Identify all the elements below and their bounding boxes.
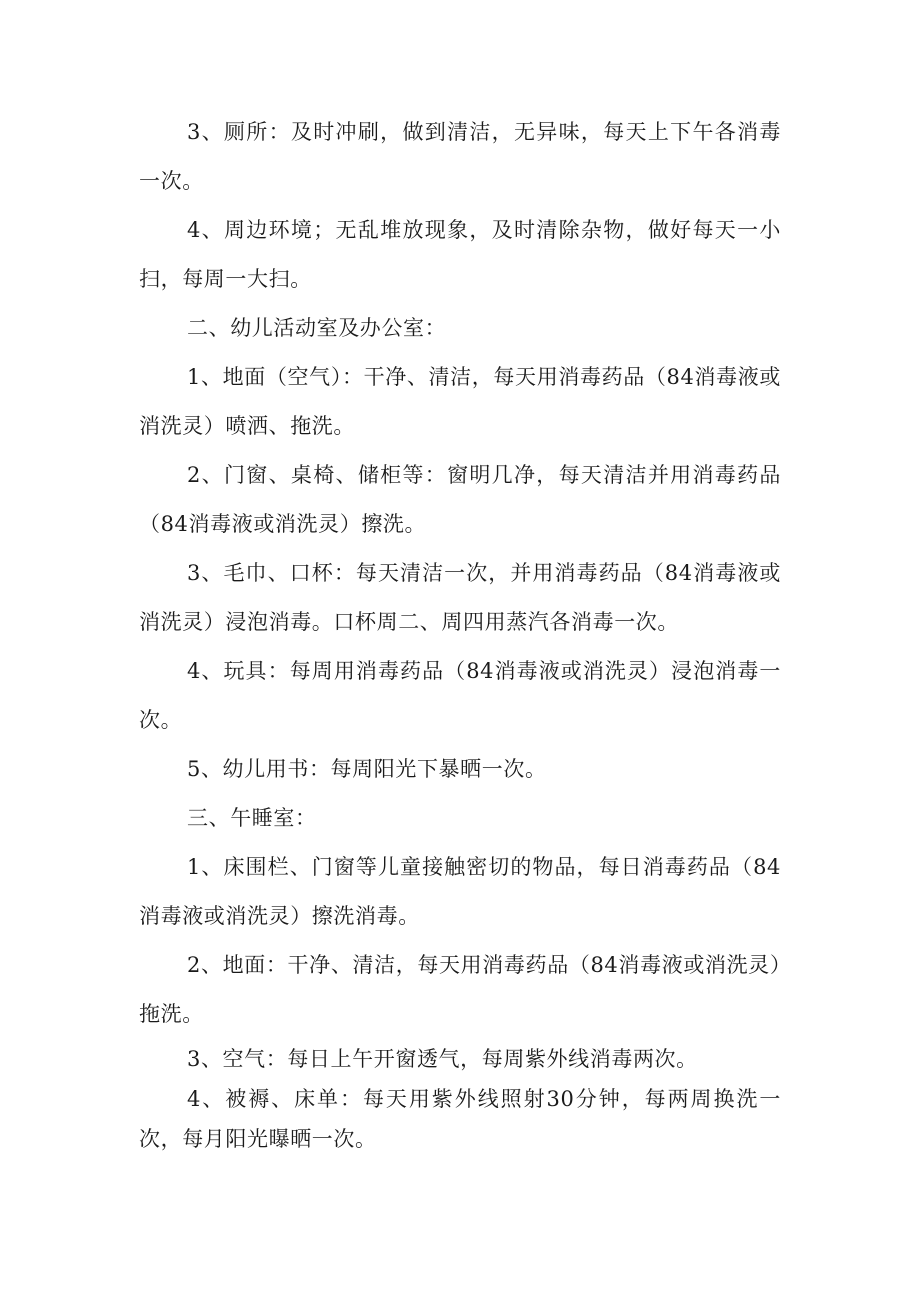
paragraph-children-books: 5、幼儿用书：每周阳光下暴晒一次。 bbox=[187, 757, 547, 781]
paragraph-floor-air: 1、地面（空气）：干净、清洁，每天用消毒药品（84消毒液或消洗灵）喷洒、拖洗。 bbox=[139, 365, 781, 438]
section-heading-nap-room: 三、午睡室： bbox=[187, 806, 317, 830]
paragraph-nap-air: 3、空气：每日上午开窗透气，每周紫外线消毒两次。 bbox=[187, 1047, 698, 1071]
section-heading-activity-room: 二、幼儿活动室及办公室： bbox=[187, 316, 447, 340]
paragraph-doors-windows: 2、门窗、桌椅、储柜等：窗明几净，每天清洁并用消毒药品（84消毒液或消洗灵）擦洗。 bbox=[139, 463, 781, 536]
paragraph-toys: 4、玩具：每周用消毒药品（84消毒液或消洗灵）浸泡消毒一次。 bbox=[139, 659, 781, 732]
paragraph-nap-floor: 2、地面：干净、清洁，每天用消毒药品（84消毒液或消洗灵）拖洗。 bbox=[139, 953, 781, 1026]
document-body bbox=[139, 108, 781, 1159]
paragraph-surroundings: 4、周边环境；无乱堆放现象，及时清除杂物，做好每天一小扫，每周一大扫。 bbox=[139, 218, 781, 291]
paragraph-towels-cups: 3、毛巾、口杯：每天清洁一次，并用消毒药品（84消毒液或消洗灵）浸泡消毒。口杯周二、周四用蒸汽各消毒一次。 bbox=[139, 561, 781, 634]
paragraph-bedding: 4、被褥、床单：每天用紫外线照射30分钟，每两周换洗一次，每月阳光曝晒一次。 bbox=[139, 1087, 781, 1151]
paragraph-toilet: 3、厕所：及时冲刷，做到清洁，无异味，每天上下午各消毒一次。 bbox=[139, 120, 781, 193]
paragraph-bed-rails: 1、床围栏、门窗等儿童接触密切的物品，每日消毒药品（84消毒液或消洗灵）擦洗消毒。 bbox=[139, 855, 781, 928]
